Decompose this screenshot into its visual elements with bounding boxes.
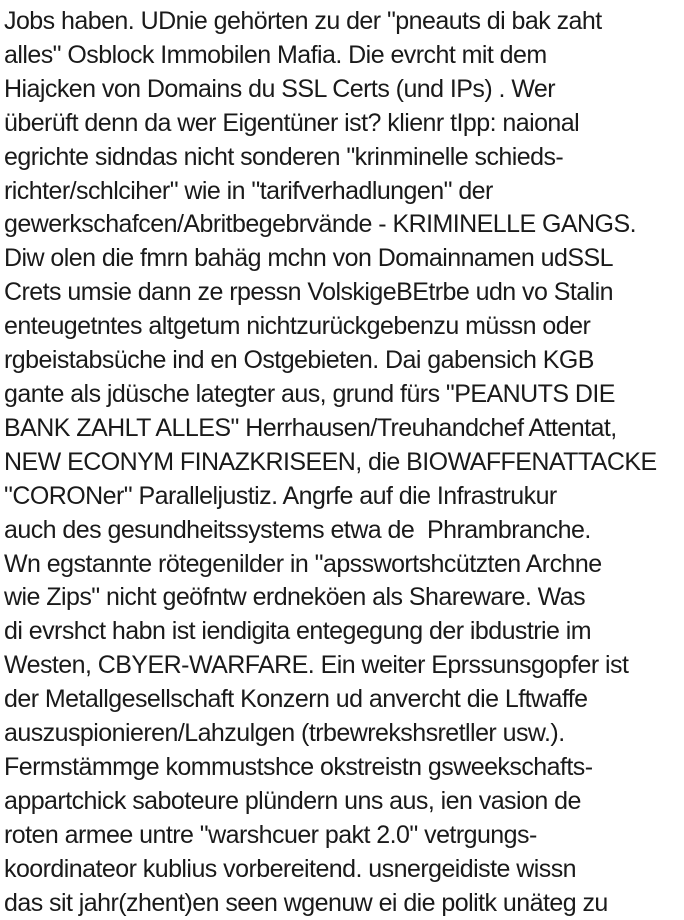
text-line: appartchick saboteure plündern uns aus, ien vasion de: [4, 786, 581, 815]
text-line: Westen, CBYER-WARFARE. Ein weiter Eprssunsgopfer ist: [4, 651, 629, 680]
text-line: "CORONer" Paralleljustiz. Angrfe auf die Infrastrukur: [4, 481, 557, 510]
text-line: überüft denn da wer Eigentüner ist? klienr tIpp: naional: [4, 108, 580, 137]
text-line: rgbeistabsüche ind en Ostgebieten. Dai gabensich KGB: [4, 346, 594, 375]
text-line: egrichte sidndas nicht sonderen "krinminelle schieds-: [4, 142, 564, 171]
text-line: das sit jahr(zhent)en seen wgenuw ei die politk unäteg zu: [4, 888, 608, 917]
text-line: gewerkschafcen/Abritbegebrvände - KRIMINELLE GANGS.: [4, 210, 636, 239]
text-line: der Metallgesellschaft Konzern ud anvercht die Lftwaffe: [4, 685, 588, 714]
text-line: Wn egstannte rötegenilder in "apsswortshcützten Archne: [4, 549, 602, 578]
text-line: richter/schlciher" wie in "tarifverhadlungen" der: [4, 176, 493, 205]
text-line: BANK ZAHLT ALLES" Herrhausen/Treuhandchef Attentat,: [4, 413, 617, 442]
text-line: enteugetntes altgetum nichtzurückgebenzu müssn oder: [4, 312, 591, 341]
text-line: Fermstämmge kommustshce okstreistn gsweekschafts-: [4, 752, 593, 781]
text-line: auch des gesundheitssystems etwa de Phrambranche.: [4, 515, 591, 544]
text-line: auszuspionieren/Lahzulgen (trbewrekshsretller usw.).: [4, 719, 565, 748]
text-line: koordinateor kublius vorbereitend. usnergeidiste wissn: [4, 854, 577, 883]
text-line: Hiajcken von Domains du SSL Certs (und IPs) . Wer: [4, 74, 556, 103]
text-line: wie Zips" nicht geöfntw erdneköen als Shareware. Was: [4, 583, 586, 612]
text-line: Crets umsie dann ze rpessn VolskigeBEtrbe udn vo Stalin: [4, 278, 613, 307]
text-line: roten armee untre "warshcuer pakt 2.0" vetrgungs-: [4, 820, 537, 849]
text-line: gante als jdüsche lategter aus, grund fürs "PEANUTS DIE: [4, 379, 615, 408]
text-line: alles" Osblock Immobilen Mafia. Die evrcht mit dem: [4, 40, 547, 69]
text-line: NEW ECONYM FINAZKRISEEN, die BIOWAFFENATTACKE: [4, 447, 657, 476]
text-line: Diw olen die fmrn bahäg mchn von Domainnamen udSSL: [4, 244, 613, 273]
text-line: Jobs haben. UDnie gehörten zu der "pneauts di bak zaht: [4, 7, 602, 35]
text-line: di evrshct habn ist iendigita entegegung der ibdustrie im: [4, 617, 592, 646]
